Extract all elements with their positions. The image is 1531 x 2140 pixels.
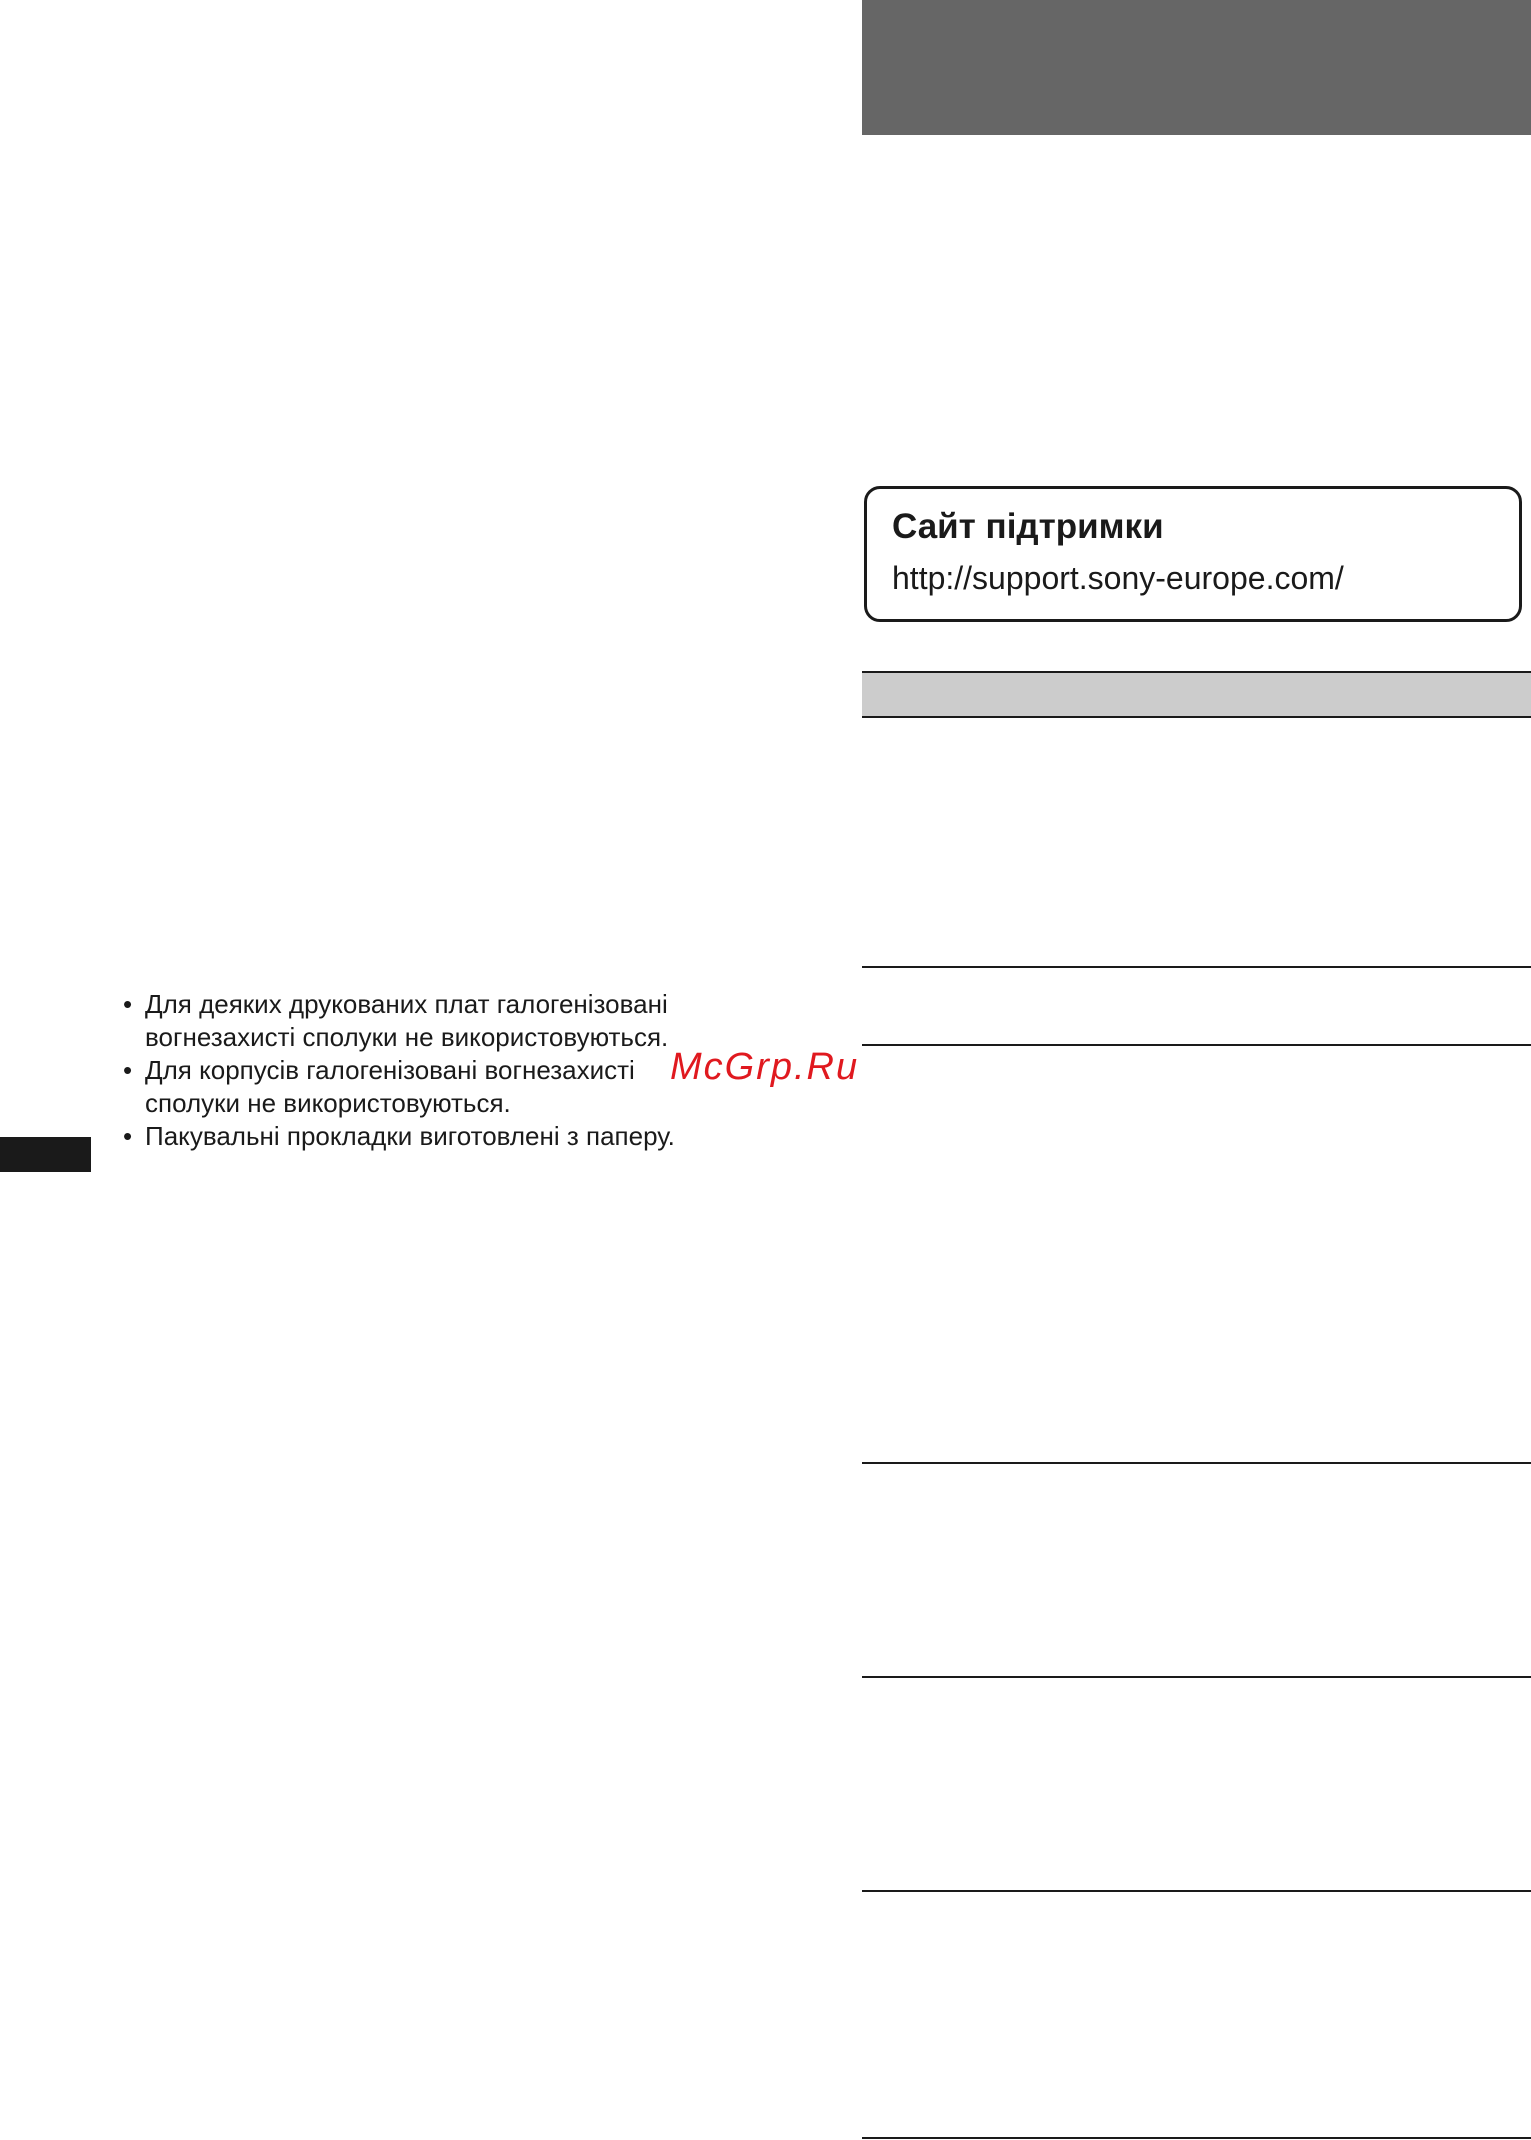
bullet-icon: • [123,1121,133,1151]
support-site-url[interactable]: http://support.sony-europe.com/ [892,560,1344,596]
divider [862,1890,1531,1892]
bullet-icon: • [123,989,133,1019]
environment-notes-list [123,988,675,1153]
divider [862,1044,1531,1046]
watermark: McGrp.Ru [670,1046,860,1088]
list-item-text: Пакувальні прокладки виготовлені з паперу. [145,1121,675,1151]
page-language-tab [0,1137,91,1172]
divider [862,1676,1531,1678]
list-item-text: Для деяких друкованих плат галогенізовані вогнезахисті сполуки не використовуються. [145,989,669,1052]
support-site-box [864,486,1522,622]
divider [862,1462,1531,1464]
divider [862,966,1531,968]
divider [862,2137,1531,2139]
list-item [123,1054,675,1120]
list-item [123,988,675,1054]
bullet-icon: • [123,1055,133,1085]
list-item [123,1120,675,1153]
list-item-text: Для корпусів галогенізовані вогнезахисті сполуки не використовуються. [145,1055,635,1118]
header-color-block [862,0,1531,135]
section-header-bar [862,671,1531,718]
support-site-title: Сайт підтримки [892,507,1164,546]
